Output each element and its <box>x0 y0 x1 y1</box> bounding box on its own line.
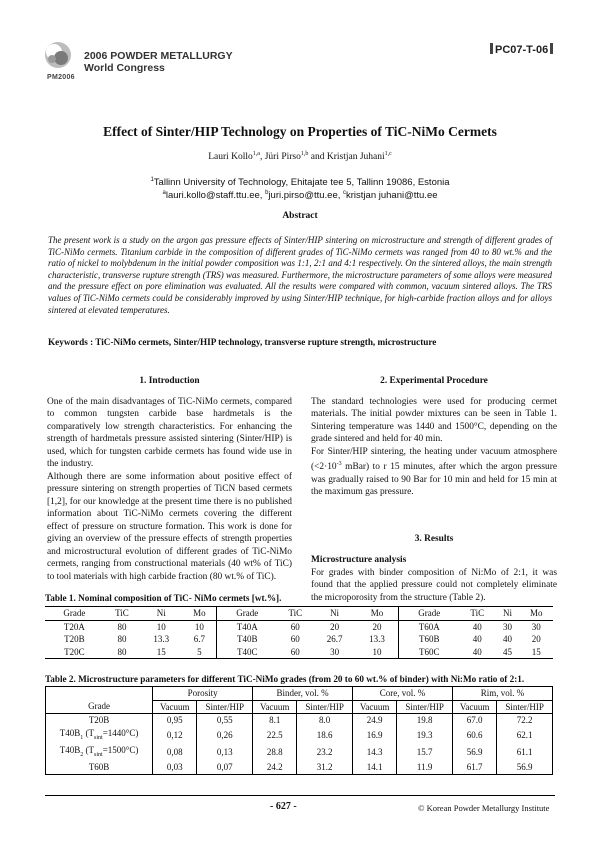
table-cell: 0,12 <box>153 727 197 744</box>
table-cell: 15 <box>140 646 182 659</box>
table-row <box>45 620 553 633</box>
table1-header-cell: Grade <box>45 607 104 621</box>
table2-group-header: Porosity <box>153 687 253 701</box>
table2-group-header: Core, vol. % <box>353 687 453 701</box>
table-cell: 61.1 <box>497 744 553 761</box>
table2-sub-header: Vacuum <box>253 700 297 714</box>
table-cell: 20 <box>356 620 399 633</box>
table-cell: 61.7 <box>453 761 497 774</box>
table-cell: 13.3 <box>356 633 399 646</box>
table-cell: 60 <box>290 621 300 632</box>
table-cell: 67.0 <box>453 714 497 727</box>
page-number: - 627 - <box>270 801 297 812</box>
table-cell: T60B <box>46 761 153 774</box>
table-cell: 8.1 <box>253 714 297 727</box>
table-cell: 15 <box>520 646 553 659</box>
section-heading-results: 3. Results <box>414 533 454 544</box>
table-cell: 80 <box>117 621 127 632</box>
table-row <box>45 646 553 659</box>
table1 <box>45 606 553 659</box>
table-cell: T60C <box>399 646 459 659</box>
table-cell: 40 <box>503 634 512 644</box>
table-cell: T40B <box>237 634 258 644</box>
table2-sub-header: Vacuum <box>353 700 397 714</box>
table-cell: 10 <box>356 646 399 659</box>
table-cell: 26.7 <box>326 634 343 644</box>
table-cell: 13.3 <box>153 634 170 644</box>
section-heading-experimental: 2. Experimental Procedure <box>380 376 488 386</box>
table-cell: 31.2 <box>297 761 353 774</box>
paper-title: Effect of Sinter/HIP Technology on Properties of TiC-NiMo Cermets <box>103 124 497 139</box>
table-cell: T20B <box>64 634 85 644</box>
affiliation <box>40 175 560 201</box>
table-cell: $T40B_1$ $(T_{sint}=1440^\circ C)$ <box>46 727 153 744</box>
table-cell: 24.2 <box>253 761 297 774</box>
table2-sub-header: Vacuum <box>453 700 497 714</box>
table-cell: T40C <box>217 646 277 659</box>
table2-sub-header: Sinter/HIP <box>497 700 553 714</box>
table-cell: 30 <box>503 621 512 632</box>
table-cell: 22.5 <box>253 727 297 744</box>
table-cell: 19.8 <box>397 714 453 727</box>
table-cell: 6.7 <box>182 633 217 646</box>
right-column <box>311 376 557 604</box>
table-cell: 0,95 <box>153 714 197 727</box>
table1-header-cell: TiC <box>277 607 314 621</box>
abstract-heading: Abstract <box>282 211 318 221</box>
table-cell: 0,55 <box>197 714 253 727</box>
table-cell: 20 <box>330 621 340 632</box>
table1-header-cell: Ni <box>314 607 356 621</box>
intro-paragraph-2: Although there are some information about positive effect of pressure sintering on strength properties of TiCN based cermets [1,2], for our knowledge at the present time there is no published information about TiC-NiMo cermets covering the different effect of pressure on structure formation. This work is done for giving an overview of the pressure effects of strength properties and microstructural evolution of different grades of TiC-NiMo cermets, ranging from constructional materials (40 wt% of TiC) to tool materials with high carbide fraction (80 wt.% of TiC). <box>47 471 292 582</box>
table2-sub-header: Sinter/HIP <box>397 700 453 714</box>
copyright-notice: © Korean Powder Metallurgy Institute <box>418 803 550 813</box>
table-row <box>46 714 553 727</box>
table-cell: 28.8 <box>253 744 297 761</box>
logo-text: PM2006 <box>47 74 75 81</box>
table2-group-header-row <box>46 687 553 701</box>
left-column <box>47 376 292 583</box>
table-cell: 0,07 <box>197 761 253 774</box>
footer-divider <box>45 795 555 796</box>
table2-sub-header: Vacuum <box>153 700 197 714</box>
table-cell: 30 <box>531 621 541 632</box>
table1-header-cell: TiC <box>459 607 496 621</box>
table-cell: 80 <box>104 646 141 659</box>
intro-paragraph-1: One of the main disadvantages of TiC-NiMo cermets, compared to common tungsten carbide base hardmetals is the comparatively low strength characteristics. For enhancing the strength of hardmetals pressure assisted sintering (Sinter/HIP) is used, which for tungsten carbide cermets has found wide use in the industry. <box>47 396 292 469</box>
table-cell: T40A <box>236 621 258 632</box>
table1-header-cell: Ni <box>496 607 520 621</box>
table1-header-cell: Mo <box>182 607 217 621</box>
table-cell: T20B <box>46 714 153 727</box>
conference-title: 2006 POWDER METALLURGY <box>84 50 233 62</box>
table-cell: 20 <box>531 634 541 644</box>
table1-header-cell: Mo <box>520 607 553 621</box>
table-cell: 45 <box>496 646 520 659</box>
subsection-heading-microstructure: Microstructure analysis <box>311 555 407 566</box>
table1-header-cell: Ni <box>140 607 182 621</box>
table-cell: T60B <box>418 634 440 644</box>
table-row <box>46 744 553 761</box>
table-cell: 40 <box>472 634 482 644</box>
table-cell: 8.0 <box>297 714 353 727</box>
results-paragraph-1: For grades with binder composition of Ni:Mo of 2:1, it was found that the applied pressure could not completely eliminate the microporosity from the structure (Table 2). <box>311 567 557 603</box>
paper-code-badge <box>488 43 555 56</box>
table1-header-row <box>45 607 553 621</box>
table-cell: 11.9 <box>397 761 453 774</box>
table-row <box>46 727 553 744</box>
table2-sub-header: Sinter/HIP <box>297 700 353 714</box>
affiliation-line-1: $^1$Tallinn University of Technology, Ehitajate tee 5, Tallinn 19086, Estonia <box>150 177 450 189</box>
table-cell: 56.9 <box>497 761 553 774</box>
table2-group-header: Binder, vol. % <box>253 687 353 701</box>
table-cell: 80 <box>117 634 127 644</box>
table2-grade-header: Grade <box>46 700 153 714</box>
paper-code: PC07-T-06 <box>495 44 549 56</box>
table-cell: 60 <box>277 646 314 659</box>
table-row <box>45 633 553 646</box>
conference-name <box>84 50 233 74</box>
table2-sub-header: Sinter/HIP <box>197 700 253 714</box>
table-cell: 14.1 <box>353 761 397 774</box>
experimental-paragraph-2: For Sinter/HIP sintering, the heating under vacuum atmosphere ($<2\cdot 10^{-3}$ mBar) to r 15 minutes, after which the argon pressure was gradually raised to 90 Bar for 10 min and held for 15 min at the maximum gas pressure. <box>311 446 557 498</box>
table-cell: 62.1 <box>497 727 553 744</box>
table-cell: 60.6 <box>453 727 497 744</box>
table1-header-cell: TiC <box>104 607 141 621</box>
table2-caption: Table 2. Microstructure parameters for different TiC-NiMo grades (from 20 to 60 wt.% of binder) with Ni:Mo ratio of 2:1. <box>45 674 525 684</box>
table-cell: 18.6 <box>297 727 353 744</box>
paper-authors: Lauri Kollo$^{1,a}$, Jüri Pirso$^{1,b}$ and Kristjan Juhani$^{1,c}$ <box>208 151 392 163</box>
experimental-paragraph-1: The standard technologies were used for producing cermet materials. The initial powder mixtures can be seen in Table 1. Sintering temperature was 1440 and 1500°C, depending on the grade sintered and held for 40 min. <box>311 396 557 444</box>
table-row <box>46 761 553 774</box>
conference-subtitle: World Congress <box>84 62 165 74</box>
table2 <box>45 686 553 775</box>
table-cell: 0,08 <box>153 744 197 761</box>
table-cell: 14.3 <box>353 744 397 761</box>
section-heading-introduction: 1. Introduction <box>139 376 200 386</box>
table-cell: 40 <box>472 621 482 632</box>
table-cell: 10 <box>156 621 166 632</box>
table1-header-cell: Grade <box>399 607 459 621</box>
table-cell: 24.9 <box>353 714 397 727</box>
table-cell: T20A <box>63 621 85 632</box>
table-cell: 23.2 <box>297 744 353 761</box>
table-cell: 0,13 <box>197 744 253 761</box>
table-cell: 60 <box>290 634 300 644</box>
table-cell: 5 <box>182 646 217 659</box>
keywords: Keywords : TiC-NiMo cermets, Sinter/HIP technology, transverse rupture strength, microstructure <box>48 337 437 347</box>
table-cell: 19.3 <box>397 727 453 744</box>
table1-header-cell: Mo <box>356 607 399 621</box>
table-cell: T60A <box>418 621 440 632</box>
table-cell: 40 <box>459 646 496 659</box>
affiliation-line-2: $^a$lauri.kollo@staff.ttu.ee, $^b$juri.pirso@ttu.ee, $^c$kristjan juhani@ttu.ee <box>162 190 438 202</box>
table1-header-cell: Grade <box>217 607 277 621</box>
table-cell: $T40B_2$ $(T_{sint}=1500^\circ C)$ <box>46 744 153 761</box>
table2-sub-header-row <box>46 700 553 714</box>
table-cell: T20C <box>45 646 104 659</box>
table-cell: 30 <box>314 646 356 659</box>
table-cell: 15.7 <box>397 744 453 761</box>
table-cell: 0,26 <box>197 727 253 744</box>
table-cell: 10 <box>182 620 217 633</box>
table-cell: 56.9 <box>453 744 497 761</box>
table2-group-header: Rim, vol. % <box>453 687 553 701</box>
table-cell: 72.2 <box>497 714 553 727</box>
table-cell: 16.9 <box>353 727 397 744</box>
table-cell: 0,03 <box>153 761 197 774</box>
abstract-text: The present work is a study on the argon gas pressure effects of Sinter/HIP sintering on microstructure and strength of different grades of TiC-NiMo cermets. Titanium carbide in the composition of different grades of TiC-NiMo cermets was ranged from 40 to 80 wt.% and the ratio of nickel to molybdenum in the initial powder composition was 1:1, 2:1 and 4:1 respectively. On the sintered alloys, the main strength characteristic, transverse rupture strength (TRS) was measured. Furthermore, the microstructure parameters of some alloys were measured and the pressure effect on pore elimination was evaluated. All the results were compared with common, vacuum sintered alloys. The TRS values of TiC-NiMo cermets could be considerably improved by using Sinter/HIP technique, for high-carbide fraction alloys and for alloys sintered at elevated temperatures. <box>48 235 552 315</box>
table1-caption: Table 1. Nominal composition of TiC- NiMo cermets [wt.%]. <box>45 593 282 603</box>
